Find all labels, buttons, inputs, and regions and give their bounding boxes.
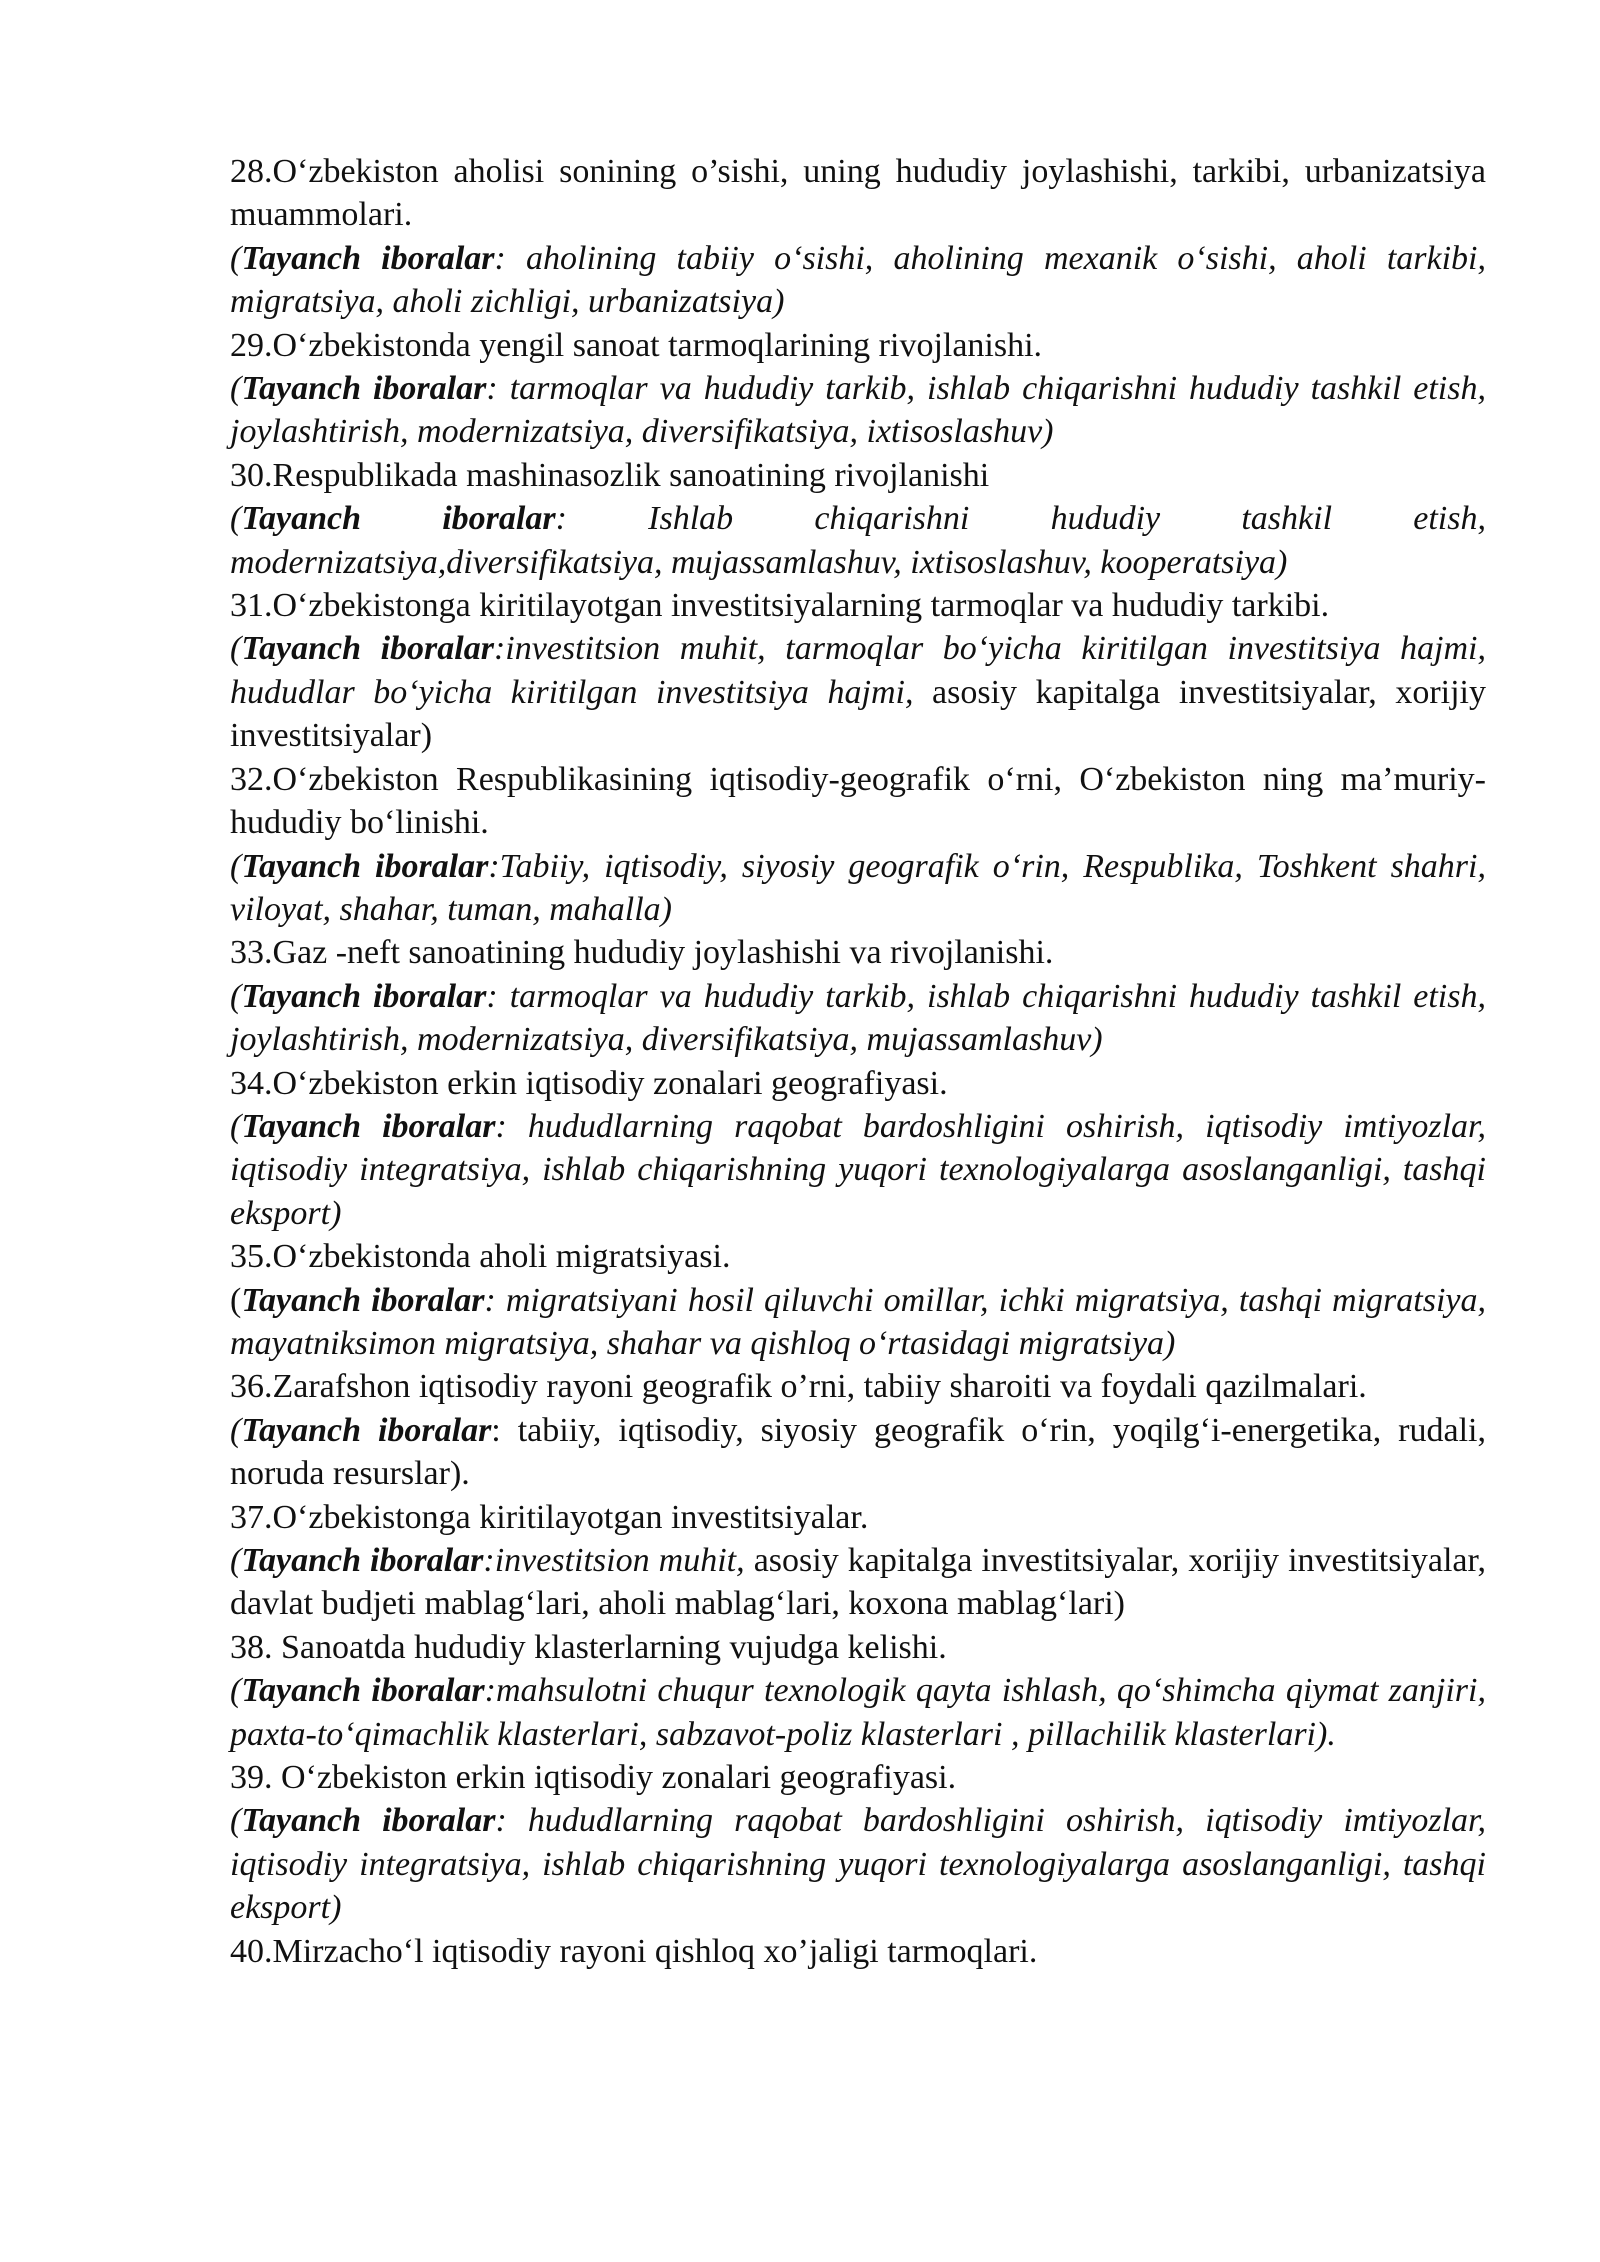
keywords-33: [230, 975, 1486, 1062]
paren-open: (: [230, 977, 242, 1015]
keywords-text: : hududlarning raqobat bardoshligini oshirish, iqtisodiy imtiyozlar, iqtisodiy integratsiya, ishlab chiqarishning yuqori texnologiyalarga asoslanganligi, tashqi eksport): [230, 1802, 1486, 1927]
paren-open: (: [230, 847, 242, 885]
keywords-37: [230, 1539, 1486, 1626]
topic-35: 35.O‘zbekistonda aholi migratsiyasi.: [230, 1238, 731, 1276]
keywords-text: :investitsion muhit, tarmoqlar bo‘yicha kiritilgan investitsiya hajmi, hududlar bo‘yicha kiritilgan investitsiya hajmi,: [230, 630, 1486, 711]
topic-33: 33.Gaz -neft sanoatining hududiy joylashishi va rivojlanishi.: [230, 934, 1054, 972]
keyword-label: Tayanch iboralar: [241, 1107, 496, 1145]
keyword-label: Tayanch iboralar: [241, 239, 495, 277]
paren-open: (: [230, 1107, 242, 1145]
keyword-label: Tayanch iboralar: [241, 847, 489, 885]
paren-open: (: [230, 500, 242, 538]
paren-open: (: [230, 370, 242, 408]
keyword-label: Tayanch iboralar: [241, 1672, 485, 1710]
paren-open: (: [230, 1281, 242, 1319]
keywords-text: : migratsiyani hosil qiluvchi omillar, ichki migratsiya, tashqi migratsiya, mayatniksimon migratsiya, shahar va qishloq o‘rtasidagi migratsiya): [230, 1281, 1486, 1362]
keyword-label: Tayanch iboralar: [241, 370, 487, 408]
topic-28: 28.O‘zbekiston aholisi sonining o’sishi, uning hududiy joylashishi, tarkibi, urbanizatsiya muammolari.: [230, 153, 1486, 234]
keywords-34: [230, 1105, 1486, 1235]
topic-34: 34.O‘zbekiston erkin iqtisodiy zonalari geografiyasi.: [230, 1064, 948, 1102]
keywords-28: [230, 237, 1486, 324]
keyword-label: Tayanch iboralar: [241, 1281, 485, 1319]
keyword-label: Tayanch iboralar: [241, 1802, 496, 1840]
paren-open: (: [230, 239, 242, 277]
topic-39: 39. O‘zbekiston erkin iqtisodiy zonalari geografiyasi.: [230, 1759, 957, 1797]
keywords-text: : tarmoqlar va hududiy tarkib, ishlab chiqarishni hududiy tashkil etish, joylashtirish, modernizatsiya, diversifikatsiya, ixtisoslashuv): [230, 370, 1486, 451]
keywords-30: [230, 497, 1486, 584]
keywords-text: : Ishlab chiqarishni hududiy tashkil etish, modernizatsiya,diversifikatsiya, mujassamlashuv, ixtisoslashuv, kooperatsiya): [230, 500, 1486, 581]
keywords-text: :Tabiiy, iqtisodiy, siyosiy geografik o‘rin, Respublika, Toshkent shahri, viloyat, shahar, tuman, mahalla): [230, 847, 1486, 928]
topic-29: 29.O‘zbekistonda yengil sanoat tarmoqlarining rivojlanishi.: [230, 326, 1043, 364]
topic-30: 30.Respublikada mashinasozlik sanoatining rivojlanishi: [230, 456, 990, 494]
keywords-tail: asosiy kapitalga investitsiyalar, xorijiy investitsiyalar, davlat budjeti mablag‘lari, aholi mablag‘lari, koxona mablag‘lari): [230, 1542, 1486, 1623]
topic-38: 38. Sanoatda hududiy klasterlarning vujudga kelishi.: [230, 1628, 947, 1666]
keywords-38: [230, 1669, 1486, 1756]
keywords-tail: : tabiiy, iqtisodiy, siyosiy geografik o‘rin, yoqilg‘i-energetika, rudali, noruda resurslar).: [230, 1411, 1486, 1493]
document-page: [230, 150, 1486, 1973]
paren-open: (: [230, 1411, 242, 1449]
topic-40: 40.Mirzacho‘l iqtisodiy rayoni qishloq xo’jaligi tarmoqlari.: [230, 1932, 1038, 1970]
topic-32: 32.O‘zbekiston Respublikasining iqtisodiy-geografik o‘rni, O‘zbekiston ning ma’muriy-hududiy bo‘linishi.: [230, 760, 1486, 842]
keywords-text: : aholining tabiiy o‘sishi, aholining mexanik o‘sishi, aholi tarkibi, migratsiya, aholi zichligi, urbanizatsiya): [230, 239, 1486, 321]
keywords-text: :investitsion muhit,: [483, 1542, 745, 1579]
keywords-35: [230, 1279, 1486, 1366]
keywords-31: [230, 627, 1486, 757]
keyword-label: Tayanch iboralar: [241, 1411, 492, 1449]
paren-open: (: [230, 1542, 242, 1579]
paren-open: (: [230, 1802, 242, 1840]
topic-37: 37.O‘zbekistonga kiritilayotgan investitsiyalar.: [230, 1498, 869, 1536]
paren-open: (: [230, 630, 242, 668]
keywords-text: :mahsulotni chuqur texnologik qayta ishlash, qo‘shimcha qiymat zanjiri, paxta-to‘qimachlik klasterlari, sabzavot-poliz klasterlari , pillachilik klasterlari).: [230, 1672, 1486, 1753]
keywords-32: [230, 845, 1486, 932]
keywords-29: [230, 367, 1486, 454]
paren-open: (: [230, 1672, 242, 1710]
keywords-text: : tarmoqlar va hududiy tarkib, ishlab chiqarishni hududiy tashkil etish, joylashtirish, modernizatsiya, diversifikatsiya, mujassamlashuv): [230, 977, 1486, 1059]
keywords-39: [230, 1799, 1486, 1929]
keyword-label: Tayanch iboralar: [241, 1542, 484, 1579]
keyword-label: Tayanch iboralar: [241, 630, 494, 668]
keywords-text: : hududlarning raqobat bardoshligini oshirish, iqtisodiy imtiyozlar, iqtisodiy integratsiya, ishlab chiqarishning yuqori texnologiyalarga asoslanganligi, tashqi eksport): [230, 1107, 1486, 1232]
keyword-label: Tayanch iboralar: [241, 977, 487, 1015]
topic-36: 36.Zarafshon iqtisodiy rayoni geografik o’rni, tabiiy sharoiti va foydali qazilmalari.: [230, 1368, 1367, 1406]
keyword-label: Tayanch iboralar: [241, 500, 556, 538]
topic-31: 31.O‘zbekistonga kiritilayotgan investitsiyalarning tarmoqlar va hududiy tarkibi.: [230, 587, 1330, 625]
keywords-tail: asosiy kapitalga investitsiyalar, xorijiy investitsiyalar): [230, 673, 1486, 755]
keywords-36: [230, 1409, 1486, 1496]
